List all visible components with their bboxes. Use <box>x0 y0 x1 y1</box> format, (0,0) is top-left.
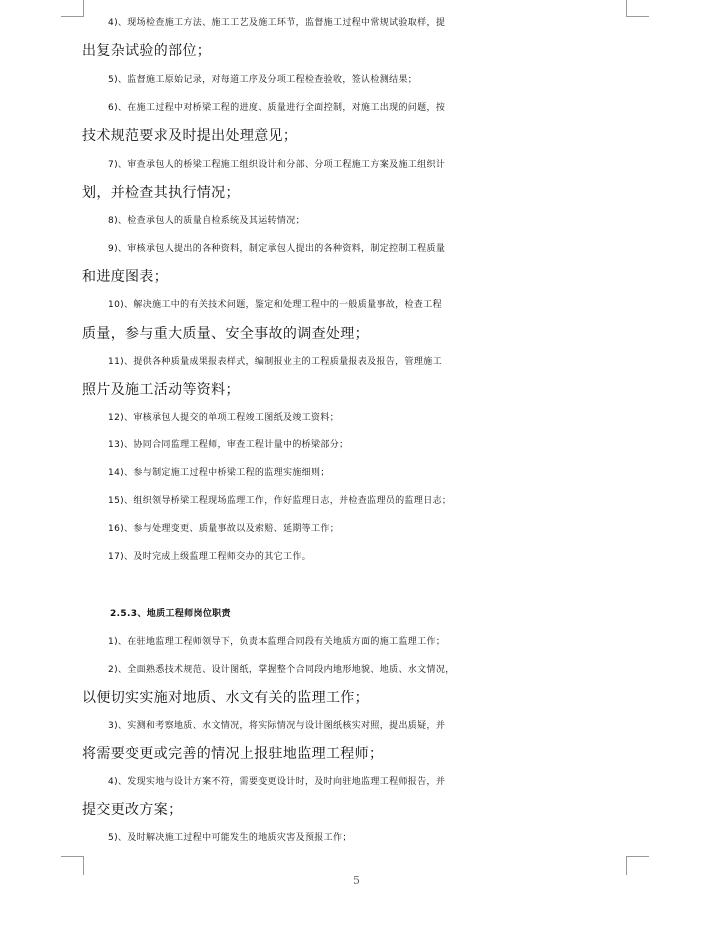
item-9-line-1: 9)、审核承包人提出的各种资料，制定承包人提出的各种资料，制定控制工程质量 <box>108 244 446 254</box>
item-16-line: 16)、参与处理变更、质量事故以及索赔、延期等工作； <box>108 524 340 534</box>
geo-item-4-line-2: 提交更改方案； <box>82 802 183 818</box>
item-7-line-1: 7)、审查承包人的桥梁工程施工组织设计和分部、分项工程施工方案及施工组织计 <box>108 160 446 170</box>
page-number: 5 <box>353 874 360 887</box>
item-17-line: 17)、及时完成上级监理工程师交办的其它工作。 <box>108 552 312 562</box>
item-9-line-2: 和进度图表； <box>82 269 169 285</box>
item-4-line-2: 出复杂试验的部位； <box>82 43 212 59</box>
geo-item-5-line: 5)、及时解决施工过程中可能发生的地质灾害及预报工作； <box>108 833 352 843</box>
geo-item-3-line-1: 3)、实测和考察地质、水文情况，将实际情况与设计图纸核实对照，提出质疑，并 <box>108 721 446 731</box>
margin-corner-mark <box>61 0 84 17</box>
section-heading: 2.5.3、地质工程师岗位职责 <box>110 609 231 619</box>
item-15-line: 15)、组织领导桥梁工程现场监理工作，作好监理日志，并检查监理员的监理日志； <box>108 496 452 506</box>
margin-corner-mark <box>61 856 84 875</box>
item-11-line-2: 照片及施工活动等资料； <box>82 382 240 398</box>
geo-item-4-line-1: 4)、发现实地与设计方案不符，需要变更设计时，及时向驻地监理工程师报告，并 <box>108 777 446 787</box>
geo-item-3-line-2: 将需要变更或完善的情况上报驻地监理工程师； <box>82 746 384 762</box>
item-13-line: 13)、协同合同监理工程师，审查工程计量中的桥梁部分； <box>108 440 349 450</box>
item-10-line-2: 质量，参与重大质量、安全事故的调查处理； <box>82 326 369 342</box>
item-10-line-1: 10)、解决施工中的有关技术问题，鉴定和处理工程中的一般质量事故，检查工程 <box>108 300 442 310</box>
geo-item-1-line: 1)、在驻地监理工程师领导下，负责本监理合同段有关地质方面的施工监理工作； <box>108 637 446 647</box>
item-4-line-1: 4)、现场检查施工方法、施工工艺及施工环节，监督施工过程中常规试验取样，提 <box>108 18 446 28</box>
item-8-line: 8)、检查承包人的质量自检系统及其运转情况； <box>108 216 305 226</box>
item-6-line-1: 6)、在施工过程中对桥梁工程的进度、质量进行全面控制，对施工出现的问题，按 <box>108 103 446 113</box>
item-6-line-2: 技术规范要求及时提出处理意见； <box>82 128 298 144</box>
geo-item-2-line-2: 以便切实实施对地质、水文有关的监理工作； <box>82 690 369 706</box>
geo-item-2-line-1: 2)、全面熟悉技术规范、设计图纸，掌握整个合同段内地形地貌、地质、水文情况， <box>108 665 455 675</box>
item-5-line: 5)、监督施工原始记录，对每道工序及分项工程检查验收，签认检测结果； <box>108 75 418 85</box>
margin-corner-mark <box>626 856 649 875</box>
item-11-line-1: 11)、提供各种质量成果报表样式，编制报业主的工程质量报表及报告，管理施工 <box>108 357 442 367</box>
item-12-line: 12)、审核承包人提交的单项工程竣工图纸及竣工资料； <box>108 413 340 423</box>
item-14-line: 14)、参与制定施工过程中桥梁工程的监理实施细则； <box>108 468 330 478</box>
item-7-line-2: 划，并检查其执行情况； <box>82 185 240 201</box>
